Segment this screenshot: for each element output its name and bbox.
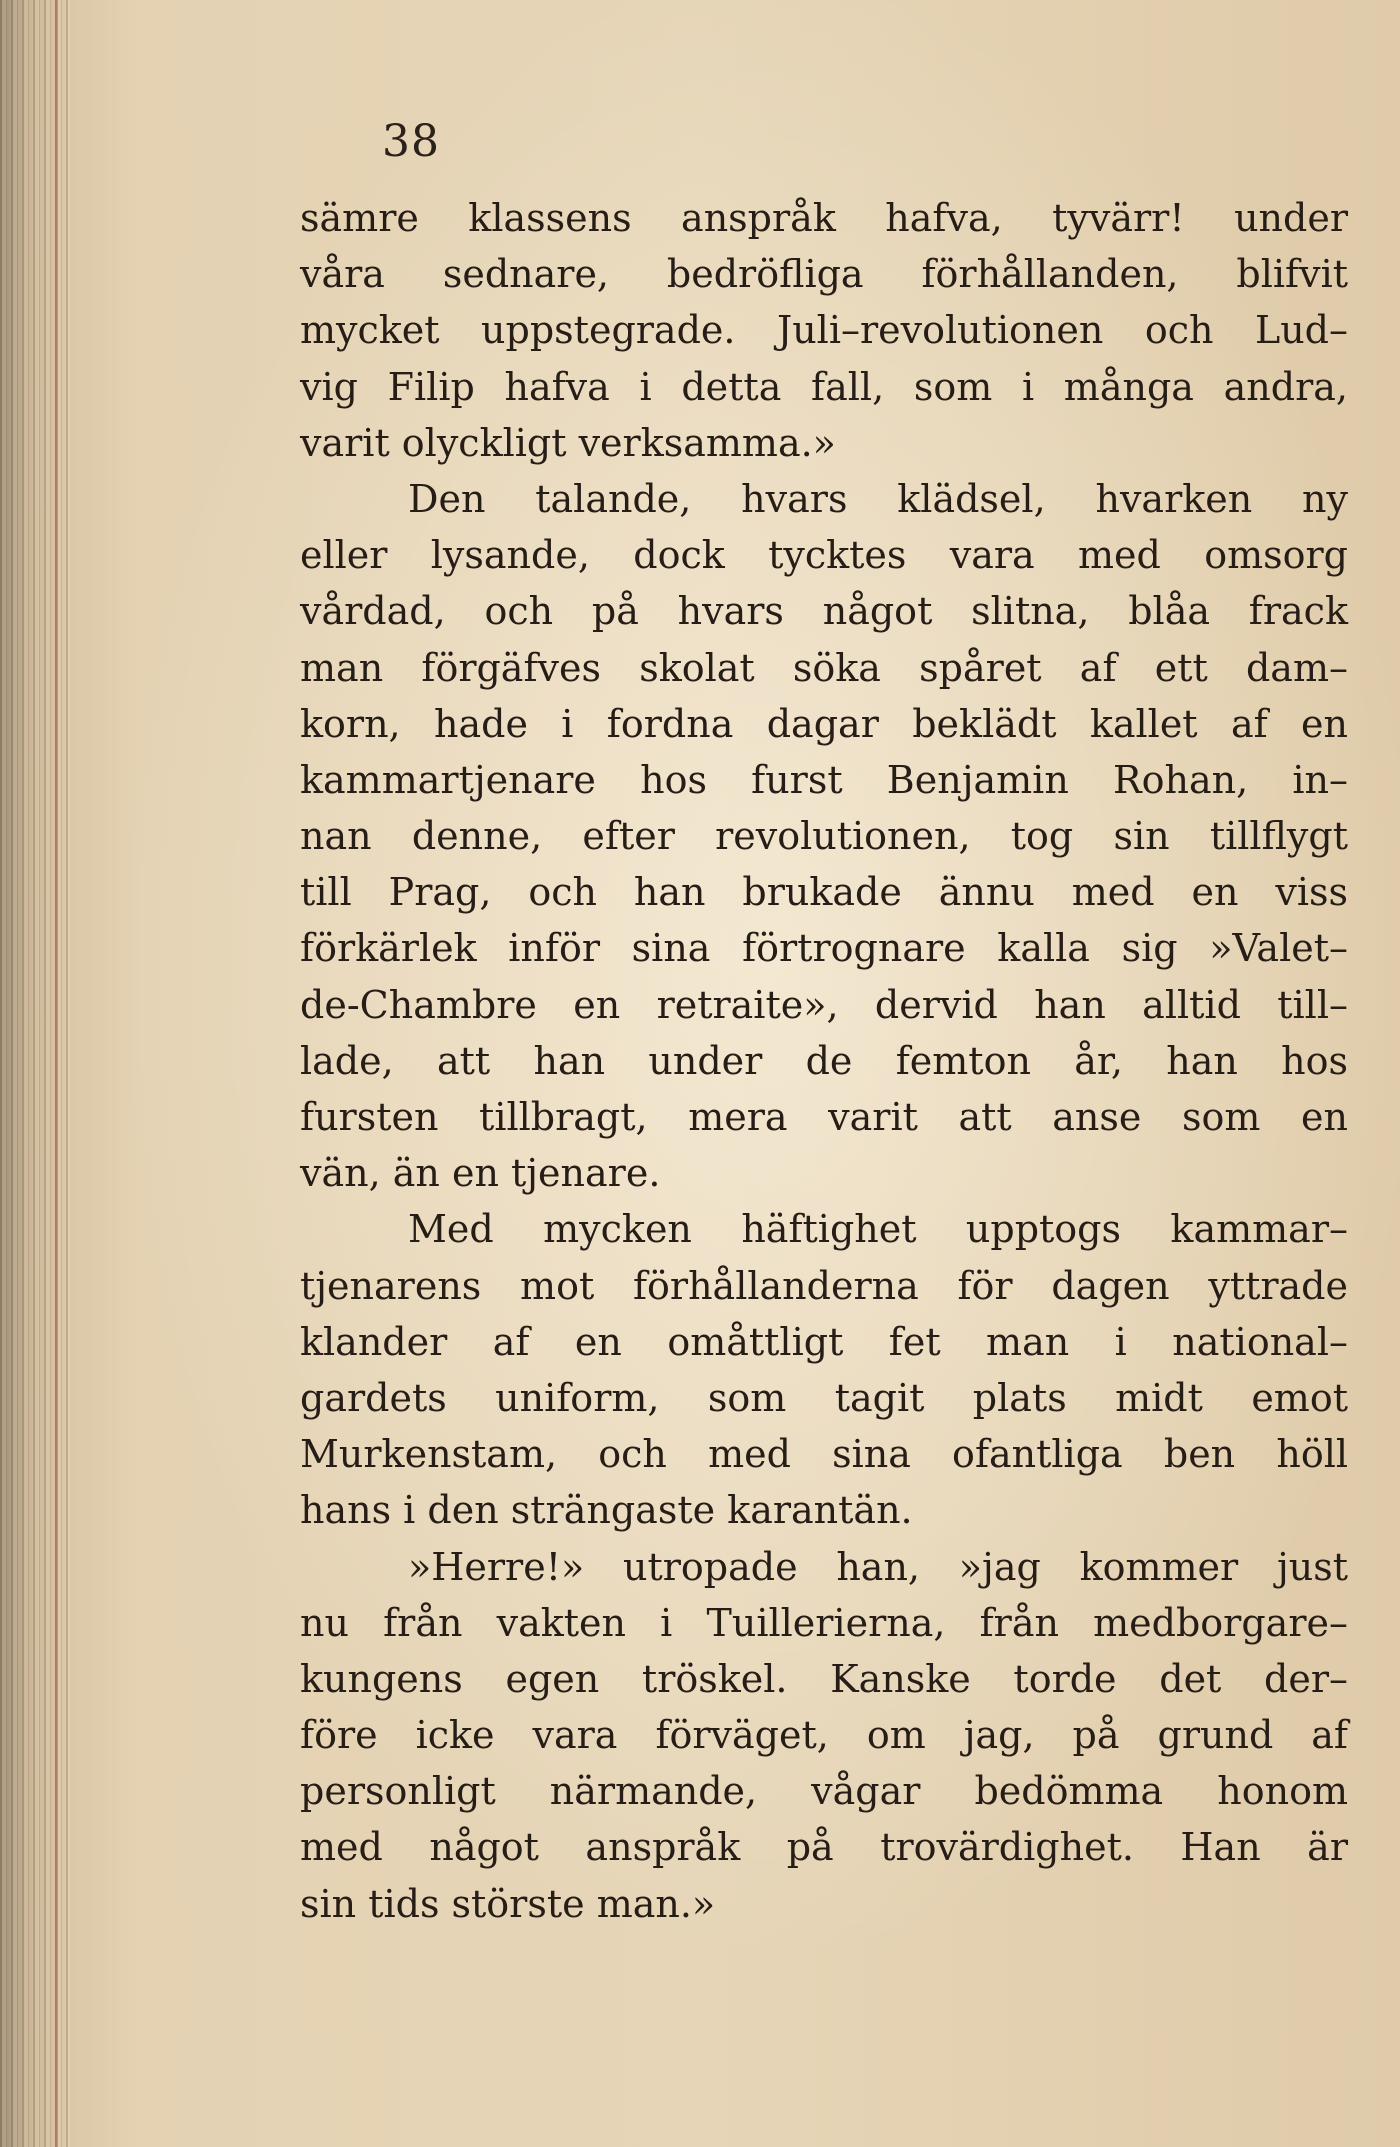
text-line: förkärlek inför sina förtrognare kalla sig »Valet– xyxy=(300,926,1348,971)
body-text xyxy=(300,190,1348,1932)
text-line: till Prag, och han brukade ännu med en viss xyxy=(300,870,1348,915)
text-line: vän, än en tjenare. xyxy=(300,1151,661,1196)
text-line: före icke vara förväget, om jag, på grund af xyxy=(300,1713,1348,1758)
binding-thread xyxy=(55,0,58,2147)
text-line: lade, att han under de femton år, han hos xyxy=(300,1038,1348,1083)
text-line: tjenarens mot förhållanderna för dagen yttrade xyxy=(300,1263,1348,1308)
text-line: nan denne, efter revolutionen, tog sin tillflygt xyxy=(300,814,1348,859)
page-number: 38 xyxy=(382,116,440,167)
text-line: man förgäfves skolat söka spåret af ett dam– xyxy=(300,645,1348,690)
text-line: gardets uniform, som tagit plats midt emot xyxy=(300,1375,1348,1420)
text-line: kungens egen tröskel. Kanske torde det der– xyxy=(300,1656,1348,1701)
text-line: de-Chambre en retraite», dervid han alltid till– xyxy=(300,982,1348,1027)
text-line: våra sednare, bedröfliga förhållanden, blifvit xyxy=(300,252,1348,297)
text-line: Den talande, hvars klädsel, hvarken ny xyxy=(408,476,1348,521)
text-line: vårdad, och på hvars något slitna, blåa frack xyxy=(300,589,1348,634)
text-line: fursten tillbragt, mera varit att anse som en xyxy=(300,1095,1348,1139)
text-line: Murkenstam, och med sina ofantliga ben höll xyxy=(300,1432,1348,1477)
text-line: vig Filip hafva i detta fall, som i många andra, xyxy=(300,364,1348,409)
text-line: personligt närmande, vågar bedömma honom xyxy=(300,1769,1348,1814)
text-line: med något anspråk på trovärdighet. Han är xyxy=(300,1825,1348,1870)
text-line: hans i den strängaste karantän. xyxy=(300,1488,913,1533)
text-line: »Herre!» utropade han, »jag kommer just xyxy=(408,1544,1348,1589)
text-line: korn, hade i fordna dagar beklädt kallet af en xyxy=(300,701,1348,746)
text-line: sämre klassens anspråk hafva, tyvärr! under xyxy=(300,196,1348,240)
text-line: klander af en omåttligt fet man i national– xyxy=(300,1319,1348,1364)
text-line: mycket uppstegrade. Juli–revolutionen och Lud– xyxy=(300,308,1348,353)
binding-gutter xyxy=(0,0,70,2147)
text-line: varit olyckligt verksamma.» xyxy=(300,420,836,465)
text-line: nu från vakten i Tuillerierna, från medborgare– xyxy=(300,1600,1348,1645)
text-line: Med mycken häftighet upptogs kammar– xyxy=(408,1207,1348,1252)
text-line: kammartjenare hos furst Benjamin Rohan, in– xyxy=(300,757,1348,802)
text-line: sin tids störste man.» xyxy=(300,1881,716,1926)
text-line: eller lysande, dock tycktes vara med omsorg xyxy=(300,533,1348,578)
